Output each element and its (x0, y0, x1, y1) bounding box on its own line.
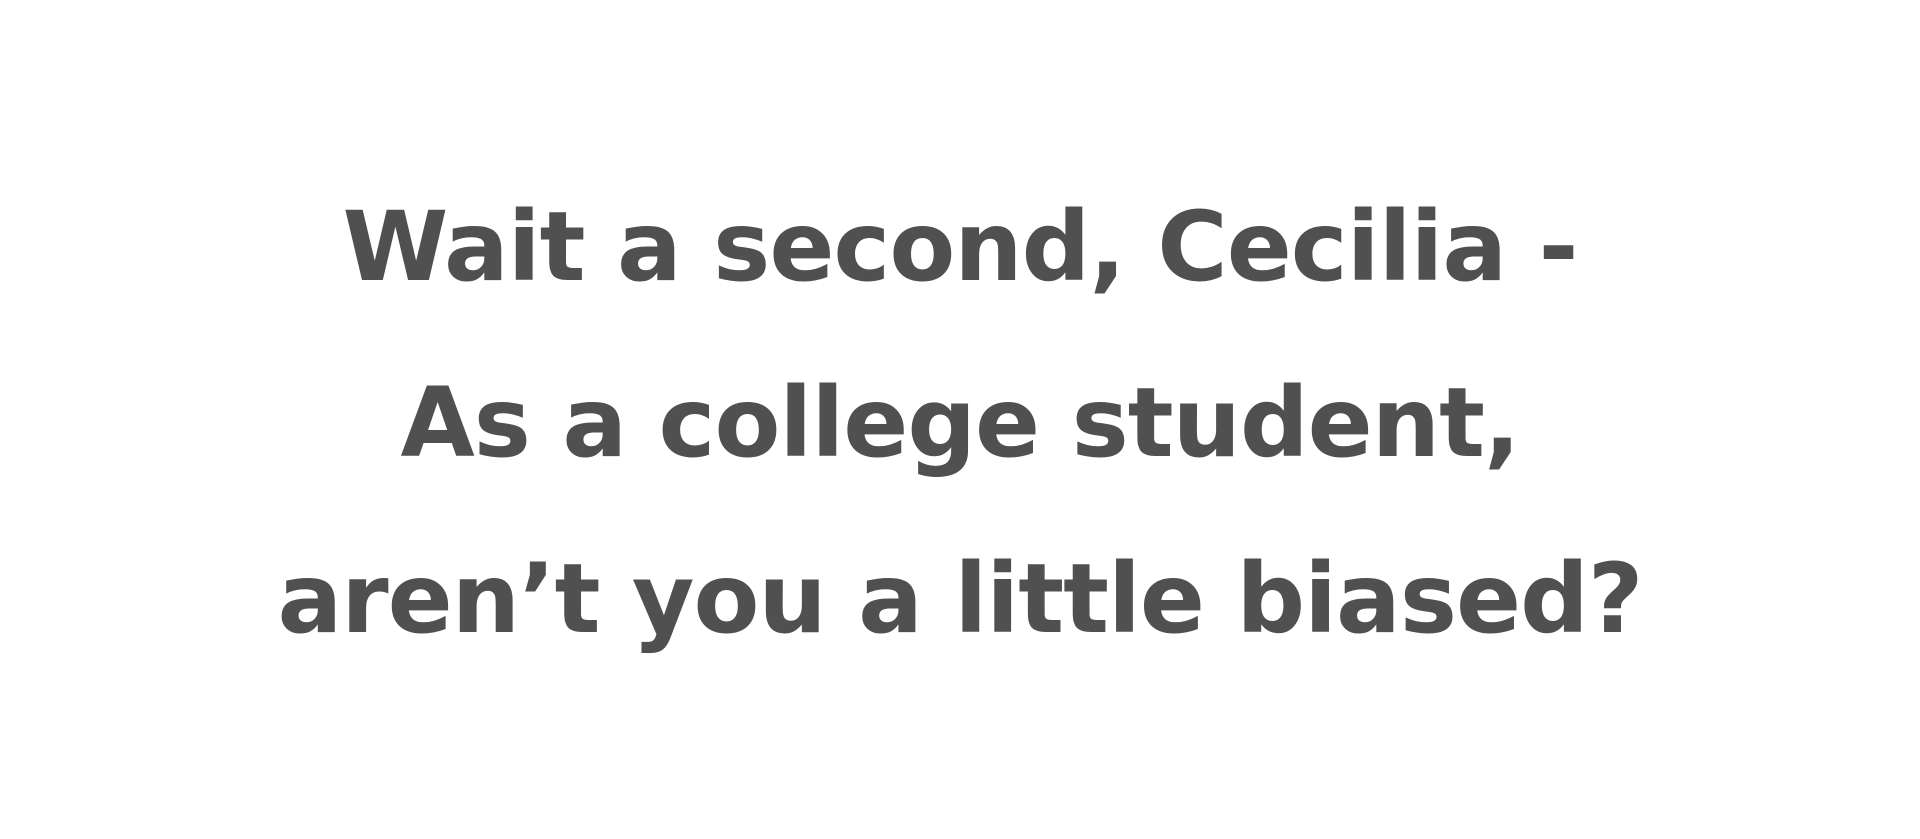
quote-text (278, 159, 1643, 687)
quote-line-1: Wait a second, Cecilia - (342, 190, 1578, 303)
quote-line-3: aren’t you a little biased? (277, 542, 1643, 655)
quote-line-2: As a college student, (400, 366, 1520, 479)
